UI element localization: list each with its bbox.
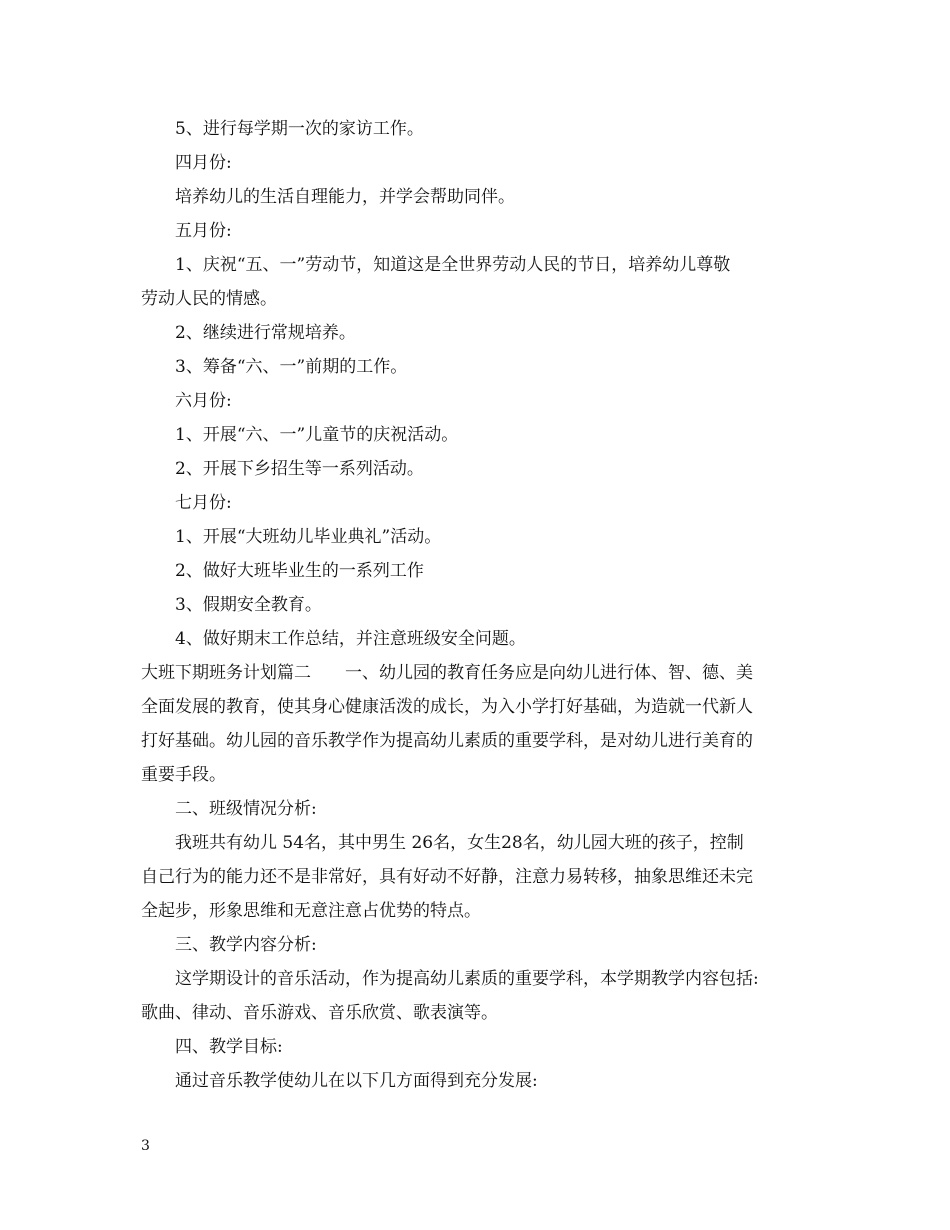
text-line-15: 3、假期安全教育。 bbox=[175, 595, 322, 615]
text-line-4: 五月份: bbox=[175, 221, 232, 241]
text-line-29: 通过音乐教学使幼儿在以下几方面得到充分发展: bbox=[175, 1071, 538, 1091]
text-line-6: 劳动人民的情感。 bbox=[141, 289, 277, 309]
text-line-14: 2、做好大班毕业生的一系列工作 bbox=[175, 561, 424, 581]
page-number: 3 bbox=[141, 1138, 150, 1154]
text-line-23: 自己行为的能力还不是非常好，具有好动不好静，注意力易转移，抽象思维还未完 bbox=[141, 867, 753, 887]
text-line-28: 四、教学目标: bbox=[175, 1037, 283, 1057]
text-line-13: 1、开展“大班幼儿毕业典礼”活动。 bbox=[175, 527, 442, 547]
text-line-17: 大班下期班务计划篇二 一、幼儿园的教育任务应是向幼儿进行体、智、德、美 bbox=[141, 663, 753, 683]
text-line-9: 六月份: bbox=[175, 391, 232, 411]
text-line-22: 我班共有幼儿 54名，其中男生 26名，女生28名，幼儿园大班的孩子，控制 bbox=[175, 833, 744, 853]
text-line-16: 4、做好期末工作总结，并注意班级安全问题。 bbox=[175, 629, 526, 649]
text-line-24: 全起步，形象思维和无意注意占优势的特点。 bbox=[141, 901, 481, 921]
text-line-12: 七月份: bbox=[175, 493, 232, 513]
text-line-5: 1、庆祝“五、一”劳动节，知道这是全世界劳动人民的节日，培养幼儿尊敬 bbox=[175, 255, 731, 275]
text-line-27: 歌曲、律动、音乐游戏、音乐欣赏、歌表演等。 bbox=[141, 1003, 498, 1023]
text-line-20: 重要手段。 bbox=[141, 765, 226, 785]
text-line-3: 培养幼儿的生活自理能力，并学会帮助同伴。 bbox=[175, 187, 515, 207]
text-line-26: 这学期设计的音乐活动，作为提高幼儿素质的重要学科，本学期教学内容包括: bbox=[175, 969, 759, 989]
text-line-10: 1、开展“六、一”儿童节的庆祝活动。 bbox=[175, 425, 459, 445]
document-body bbox=[141, 112, 811, 1098]
text-line-8: 3、筹备“六、一”前期的工作。 bbox=[175, 357, 408, 377]
text-line-2: 四月份: bbox=[175, 153, 232, 173]
text-line-19: 打好基础。幼儿园的音乐教学作为提高幼儿素质的重要学科，是对幼儿进行美育的 bbox=[141, 731, 753, 751]
text-line-25: 三、教学内容分析: bbox=[175, 935, 317, 955]
text-line-7: 2、继续进行常规培养。 bbox=[175, 323, 356, 343]
text-line-21: 二、班级情况分析: bbox=[175, 799, 317, 819]
text-line-11: 2、开展下乡招生等一系列活动。 bbox=[175, 459, 424, 479]
text-line-18: 全面发展的教育，使其身心健康活泼的成长，为入小学打好基础，为造就一代新人 bbox=[141, 697, 753, 717]
text-line-1: 5、进行每学期一次的家访工作。 bbox=[175, 119, 424, 139]
